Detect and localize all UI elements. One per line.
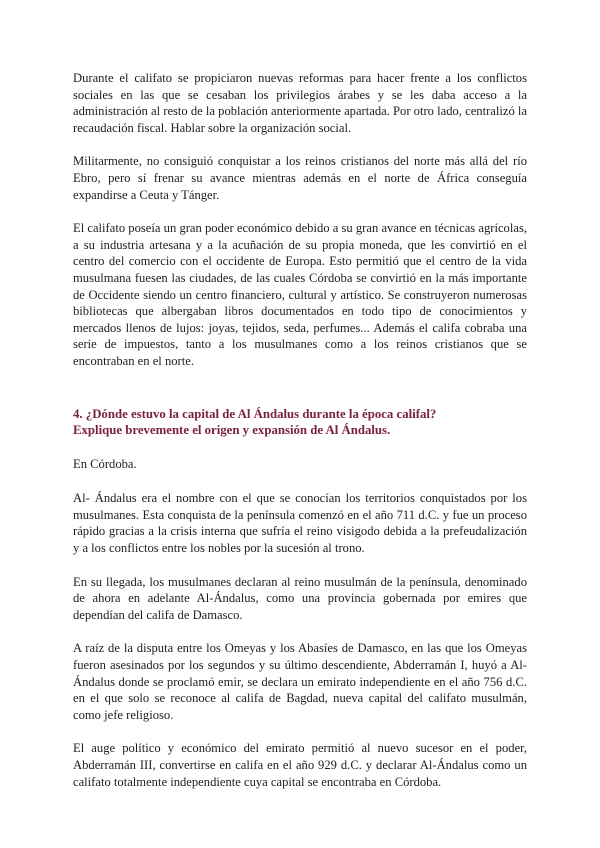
paragraph-emirate: A raíz de la disputa entre los Omeyas y los Abasíes de Damasco, en las que los Omeyas fueron asesinados por los segundos y su último descendiente, Abderramán I, huyó a Al-Ándalus donde se proclamó emir, se declara un emirato independiente en el año 756 d.C. en el que solo se reconoce al califa de Bagdad, nueva capital del califato musulmán, como jefe religioso. <box>73 641 527 722</box>
paragraph-caliphate: El auge político y económico del emirato permitió al nuevo sucesor en el poder, Abderramán III, convertirse en califa en el año 929 d.C. y declarar Al-Ándalus como un califato totalmente independiente cuya capital se encontraba en Córdoba. <box>73 741 527 789</box>
document-page <box>73 70 527 807</box>
paragraph-social-reforms: Durante el califato se propiciaron nuevas reformas para hacer frente a los conflictos sociales en las que se cesaban los privilegios árabes y se les daba acceso a la administración al resto de la población anteriormente apartada. Por otro lado, centralizó la recaudación fiscal. Hablar sobre la organización social. <box>73 71 527 135</box>
question-line-2: Explique brevemente el origen y expansión de Al Ándalus. <box>73 423 391 438</box>
paragraph-province: En su llegada, los musulmanes declaran al reino musulmán de la península, denominado de ahora en adelante Al-Ándalus, como una provincia gobernada por emires que dependían del califa de Damasco. <box>73 574 527 622</box>
question-heading <box>73 406 527 439</box>
paragraph-conquest-origin: Al- Ándalus era el nombre con el que se conocían los territorios conquistados por los musulmanes. Esta conquista de la península comenzó en el año 711 d.C. y fue un proceso rápido gracias a la crisis interna que sufría el reino visigodo debida a la prefeudalización y a los conflictos entre los nobles por la sucesión al trono. <box>73 491 527 556</box>
paragraph-military: Militarmente, no consiguió conquistar a los reinos cristianos del norte más allá del río Ebro, pero sí frenar su avance mientras además en el norte de África conseguía expandirse a Ceuta y Tánger. <box>73 154 527 202</box>
answer-short: En Córdoba. <box>73 456 137 471</box>
question-line-1: 4. ¿Dónde estuvo la capital de Al Ándalus durante la época califal? <box>73 406 437 421</box>
paragraph-economy: El califato poseía un gran poder económico debido a su gran avance en técnicas agrícolas, a su industria artesana y a la acuñación de su propia moneda, que les convirtió en el centro del comercio con el occidente de Europa. Esto permitió que el centro de la vida musulmana fuesen las ciudades, de las cuales Córdoba se convirtió en la más importante de Occidente siendo un centro financiero, cultural y artístico. Se construyeron numerosas bibliotecas que albergaban libros documentados en todo tipo de conocimientos y mercados llenos de lujos: joyas, tejidos, seda, perfumes... Además el califa cobraba una serie de impuestos, tanto a los musulmanes como a los reinos cristianos que se encontraban en el norte. <box>73 221 527 368</box>
